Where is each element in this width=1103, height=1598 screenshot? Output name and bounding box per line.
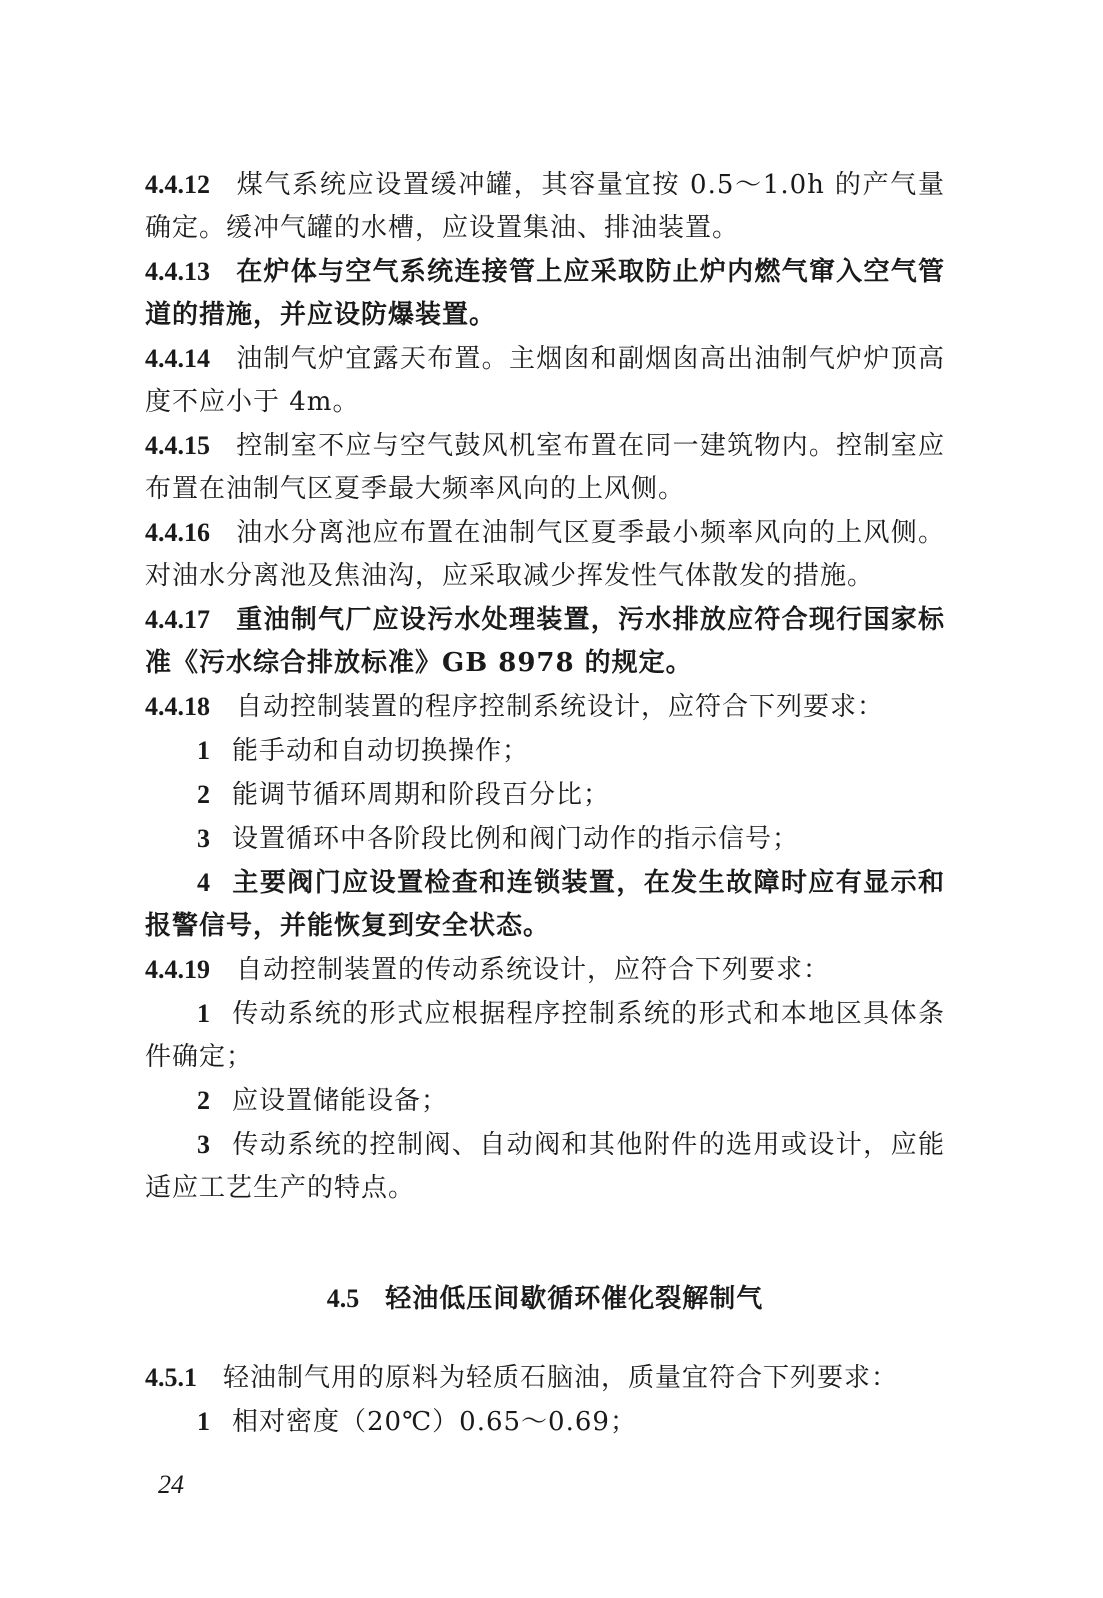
item-number: 3	[197, 824, 210, 853]
clause-4-4-12	[145, 163, 945, 250]
section-title: 轻油低压间歇循环催化裂解制气	[385, 1284, 764, 1314]
section-heading	[145, 1277, 945, 1321]
clause-4-4-18	[145, 685, 945, 729]
clause-text: 油制气炉宜露天布置。主烟囱和副烟囱高出油制气炉炉顶高度不应小于 4m。	[145, 344, 945, 417]
clause-text: 在炉体与空气系统连接管上应采取防止炉内燃气窜入空气管道的措施，并应设防爆装置。	[145, 257, 945, 330]
item-number: 1	[197, 1407, 210, 1436]
item-text: 传动系统的控制阀、自动阀和其他附件的选用或设计，应能适应工艺生产的特点。	[145, 1130, 945, 1203]
list-item	[145, 1123, 945, 1210]
item-text: 能手动和自动切换操作；	[232, 736, 530, 766]
page-number: 24	[158, 1470, 184, 1499]
item-text: 主要阀门应设置检查和连锁装置，在发生故障时应有显示和报警信号，并能恢复到安全状态。	[145, 868, 945, 941]
list-item	[145, 729, 945, 773]
list-item	[145, 817, 945, 861]
clause-text: 煤气系统应设置缓冲罐，其容量宜按 0.5～1.0h 的产气量确定。缓冲气罐的水槽，应设置集油、排油装置。	[145, 170, 945, 243]
item-number: 1	[197, 736, 210, 765]
item-number: 4	[197, 868, 210, 897]
clause-text: 控制室不应与空气鼓风机室布置在同一建筑物内。控制室应布置在油制气区夏季最大频率风向的上风侧。	[145, 431, 945, 504]
item-number: 2	[197, 1086, 210, 1115]
clause-number: 4.4.16	[145, 518, 210, 547]
clause-number: 4.4.15	[145, 431, 210, 460]
list-item	[145, 1400, 945, 1444]
clause-text: 轻油制气用的原料为轻质石脑油，质量宜符合下列要求：	[223, 1363, 899, 1393]
clause-number: 4.4.13	[145, 257, 210, 286]
clause-number: 4.4.19	[145, 955, 210, 984]
clause-4-4-19	[145, 948, 945, 992]
item-text: 应设置储能设备；	[232, 1086, 449, 1116]
item-number: 2	[197, 780, 210, 809]
clause-4-5-1	[145, 1356, 945, 1400]
item-text: 设置循环中各阶段比例和阀门动作的指示信号；	[232, 824, 800, 854]
section-number: 4.5	[326, 1284, 360, 1313]
clause-number: 4.4.12	[145, 170, 210, 199]
clause-4-4-14	[145, 337, 945, 424]
clause-text: 油水分离池应布置在油制气区夏季最小频率风向的上风侧。对油水分离池及焦油沟，应采取减少挥发性气体散发的措施。	[145, 518, 945, 591]
clause-number: 4.4.18	[145, 692, 210, 721]
item-text: 传动系统的形式应根据程序控制系统的形式和本地区具体条件确定；	[145, 999, 945, 1072]
list-item	[145, 992, 945, 1079]
clause-number: 4.4.17	[145, 605, 210, 634]
item-text: 能调节循环周期和阶段百分比；	[232, 780, 611, 810]
clause-text: 自动控制装置的传动系统设计，应符合下列要求：	[236, 955, 831, 985]
clause-number: 4.4.14	[145, 344, 210, 373]
item-text: 相对密度（20℃）0.65～0.69；	[232, 1407, 637, 1437]
clause-text: 重油制气厂应设污水处理装置，污水排放应符合现行国家标准《污水综合排放标准》GB 8978 的规定。	[145, 605, 945, 678]
item-number: 3	[197, 1130, 210, 1159]
list-item	[145, 773, 945, 817]
clause-4-4-17	[145, 598, 945, 685]
page-content	[145, 163, 945, 1444]
clause-4-4-13	[145, 250, 945, 337]
clause-text: 自动控制装置的程序控制系统设计，应符合下列要求：	[236, 692, 885, 722]
list-item	[145, 861, 945, 948]
list-item	[145, 1079, 945, 1123]
clause-4-4-15	[145, 424, 945, 511]
clause-number: 4.5.1	[145, 1363, 197, 1392]
clause-4-4-16	[145, 511, 945, 598]
item-number: 1	[197, 999, 210, 1028]
